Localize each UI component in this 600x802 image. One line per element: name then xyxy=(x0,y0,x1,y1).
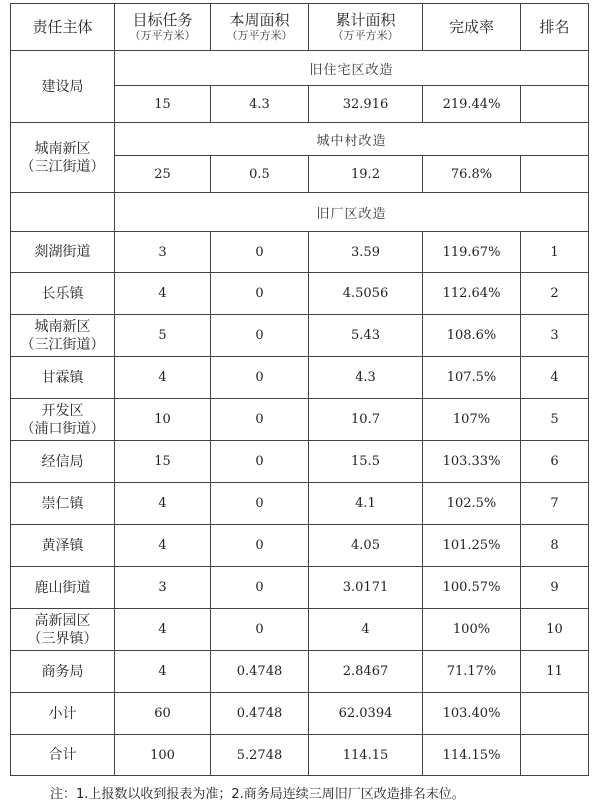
table-row xyxy=(11,609,589,651)
subject-cell: 开发区 （浦口街道） xyxy=(11,399,115,441)
target-cell: 3 xyxy=(115,232,211,273)
week-area-cell: 0.4748 xyxy=(211,693,309,735)
subject-cell: 黄泽镇 xyxy=(11,525,115,567)
completion-rate-cell: 103.33% xyxy=(423,441,521,483)
cumulative-area-cell: 4 xyxy=(309,609,423,651)
week-area-cell: 0 xyxy=(211,609,309,651)
table-row xyxy=(11,525,589,567)
target-cell: 4 xyxy=(115,273,211,315)
section-row-old-residential xyxy=(11,51,589,86)
rank-cell: 8 xyxy=(521,525,589,567)
section-title: 城中村改造 xyxy=(115,123,589,156)
subject-cell: 经信局 xyxy=(11,441,115,483)
cumulative-area-cell: 3.59 xyxy=(309,232,423,273)
subject-cell: 高新园区 （三界镇） xyxy=(11,609,115,651)
completion-rate-cell: 101.25% xyxy=(423,525,521,567)
week-area-cell: 5.2748 xyxy=(211,735,309,776)
report-document xyxy=(10,3,588,802)
rank-cell xyxy=(521,693,589,735)
completion-rate-cell: 102.5% xyxy=(423,483,521,525)
target-cell: 4 xyxy=(115,651,211,693)
week-area-cell: 0 xyxy=(211,441,309,483)
section-row-old-factory xyxy=(11,193,589,232)
completion-rate-cell: 103.40% xyxy=(423,693,521,735)
subject-cell: 城南新区 （三江街道） xyxy=(11,315,115,357)
target-cell: 3 xyxy=(115,567,211,609)
completion-rate-cell: 100% xyxy=(423,609,521,651)
rank-cell: 1 xyxy=(521,232,589,273)
table-row xyxy=(11,273,589,315)
cumulative-area-cell: 4.1 xyxy=(309,483,423,525)
header-target: 目标任务 （万平方米） xyxy=(115,4,211,51)
cumulative-area-cell: 19.2 xyxy=(309,156,423,193)
table-row xyxy=(11,232,589,273)
completion-rate-cell: 76.8% xyxy=(423,156,521,193)
cumulative-area-cell: 5.43 xyxy=(309,315,423,357)
week-area-cell: 0 xyxy=(211,315,309,357)
target-cell: 15 xyxy=(115,441,211,483)
completion-rate-cell: 119.67% xyxy=(423,232,521,273)
rank-cell: 11 xyxy=(521,651,589,693)
footnote: 注：1.上报数以收到报表为准；2.商务局连续三周旧厂区改造排名末位。 xyxy=(50,787,465,802)
cumulative-area-cell: 4.3 xyxy=(309,357,423,399)
cumulative-area-cell: 10.7 xyxy=(309,399,423,441)
rank-cell xyxy=(521,735,589,776)
week-area-cell: 0 xyxy=(211,399,309,441)
table-row xyxy=(11,483,589,525)
cumulative-area-cell: 4.5056 xyxy=(309,273,423,315)
week-area-cell: 0.5 xyxy=(211,156,309,193)
subject-cell: 小计 xyxy=(11,693,115,735)
rank-cell: 9 xyxy=(521,567,589,609)
week-area-cell: 0 xyxy=(211,567,309,609)
rank-cell: 3 xyxy=(521,315,589,357)
completion-rate-cell: 71.17% xyxy=(423,651,521,693)
cumulative-area-cell: 62.0394 xyxy=(309,693,423,735)
header-completion-rate: 完成率 xyxy=(423,4,521,51)
completion-rate-cell: 108.6% xyxy=(423,315,521,357)
table-row xyxy=(11,315,589,357)
rank-cell: 6 xyxy=(521,441,589,483)
section-title: 旧厂区改造 xyxy=(115,193,589,232)
subject-cell: 甘霖镇 xyxy=(11,357,115,399)
rank-cell: 7 xyxy=(521,483,589,525)
subject-cell: 长乐镇 xyxy=(11,273,115,315)
week-area-cell: 0.4748 xyxy=(211,651,309,693)
target-cell: 100 xyxy=(115,735,211,776)
week-area-cell: 0 xyxy=(211,357,309,399)
target-cell: 5 xyxy=(115,315,211,357)
subject-cell: 合计 xyxy=(11,735,115,776)
subject-cell: 剡湖街道 xyxy=(11,232,115,273)
header-rank: 排名 xyxy=(521,4,589,51)
header-cumulative-area: 累计面积 （万平方米） xyxy=(309,4,423,51)
rank-cell: 5 xyxy=(521,399,589,441)
rank-cell xyxy=(521,86,589,123)
week-area-cell: 0 xyxy=(211,232,309,273)
week-area-cell: 0 xyxy=(211,483,309,525)
table-row xyxy=(11,441,589,483)
rank-cell: 4 xyxy=(521,357,589,399)
completion-rate-cell: 219.44% xyxy=(423,86,521,123)
rank-cell: 2 xyxy=(521,273,589,315)
header-row xyxy=(11,4,589,51)
header-week-area: 本周面积 （万平方米） xyxy=(211,4,309,51)
target-cell: 4 xyxy=(115,609,211,651)
target-cell: 4 xyxy=(115,525,211,567)
subject-cell-empty xyxy=(11,193,115,232)
target-cell: 25 xyxy=(115,156,211,193)
week-area-cell: 4.3 xyxy=(211,86,309,123)
cumulative-area-cell: 3.0171 xyxy=(309,567,423,609)
table-row xyxy=(11,357,589,399)
subject-cell: 城南新区 （三江街道） xyxy=(11,123,115,193)
rank-cell xyxy=(521,156,589,193)
completion-rate-cell: 112.64% xyxy=(423,273,521,315)
completion-rate-cell: 107.5% xyxy=(423,357,521,399)
target-cell: 60 xyxy=(115,693,211,735)
subject-cell: 商务局 xyxy=(11,651,115,693)
table-row xyxy=(11,567,589,609)
target-cell: 4 xyxy=(115,483,211,525)
week-area-cell: 0 xyxy=(211,525,309,567)
cumulative-area-cell: 4.05 xyxy=(309,525,423,567)
cumulative-area-cell: 114.15 xyxy=(309,735,423,776)
header-subject: 责任主体 xyxy=(11,4,115,51)
completion-rate-cell: 100.57% xyxy=(423,567,521,609)
subtotal-row xyxy=(11,693,589,735)
rank-cell: 10 xyxy=(521,609,589,651)
cumulative-area-cell: 2.8467 xyxy=(309,651,423,693)
cumulative-area-cell: 32.916 xyxy=(309,86,423,123)
week-area-cell: 0 xyxy=(211,273,309,315)
section-title: 旧住宅区改造 xyxy=(115,51,589,86)
subject-cell: 建设局 xyxy=(11,51,115,123)
cumulative-area-cell: 15.5 xyxy=(309,441,423,483)
target-cell: 10 xyxy=(115,399,211,441)
target-cell: 15 xyxy=(115,86,211,123)
target-cell: 4 xyxy=(115,357,211,399)
total-row xyxy=(11,735,589,776)
section-row-urban-village xyxy=(11,123,589,156)
completion-rate-cell: 107% xyxy=(423,399,521,441)
subject-cell: 崇仁镇 xyxy=(11,483,115,525)
subject-cell: 鹿山街道 xyxy=(11,567,115,609)
table-row xyxy=(11,399,589,441)
table-row xyxy=(11,651,589,693)
progress-table xyxy=(10,3,589,776)
completion-rate-cell: 114.15% xyxy=(423,735,521,776)
